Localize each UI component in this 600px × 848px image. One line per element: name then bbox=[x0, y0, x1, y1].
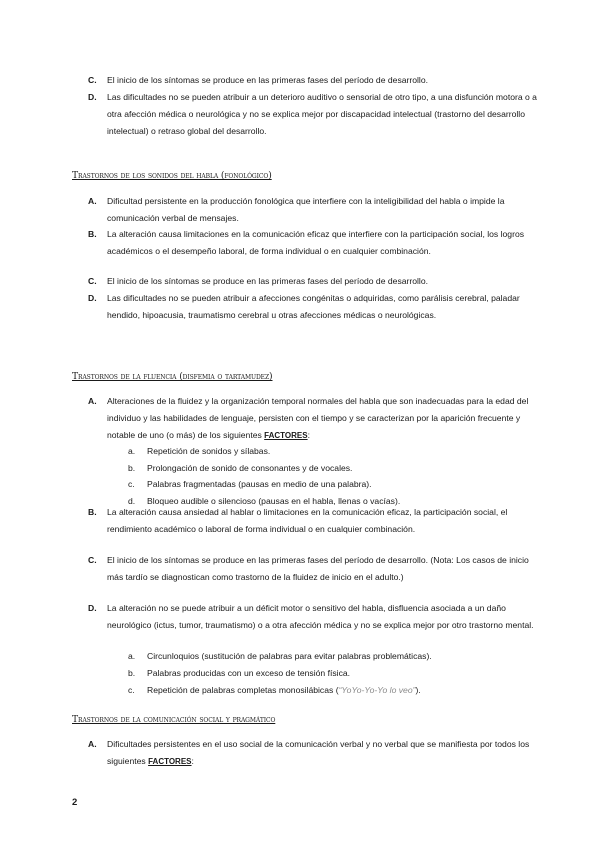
factores-keyword: FACTORES bbox=[148, 756, 192, 766]
sub-item-c bbox=[128, 682, 538, 699]
list-marker: B. bbox=[88, 229, 97, 239]
list-item-b bbox=[88, 504, 538, 538]
list-item-c bbox=[88, 552, 538, 586]
sub-item-a bbox=[128, 648, 538, 665]
list-item-text: El inicio de los síntomas se produce en las primeras fases del período de desarrollo. bbox=[107, 276, 429, 286]
sub-marker: b. bbox=[128, 668, 136, 678]
sub-item-text: Palabras producidas con un exceso de tensión física. bbox=[147, 668, 351, 678]
list-item-a bbox=[88, 193, 538, 227]
sub-item-a bbox=[128, 443, 538, 460]
list-marker: D. bbox=[88, 92, 97, 102]
list-marker: B. bbox=[88, 507, 97, 517]
list-marker: A. bbox=[88, 396, 97, 406]
list-marker: D. bbox=[88, 293, 97, 303]
sub-item-text: Circunloquios (sustitución de palabras para evitar palabras problemáticas). bbox=[147, 651, 432, 661]
sub-item-text: Repetición de palabras completas monosilábicas (“YoYo-Yo-Yo lo veo”). bbox=[147, 685, 421, 695]
sub-marker: d. bbox=[128, 496, 136, 506]
sub-item-b bbox=[128, 665, 538, 682]
section-heading-comunicacion-social: Trastornos de la comunicación social y pragmático bbox=[72, 714, 276, 725]
list-marker: C. bbox=[88, 276, 97, 286]
list-item-d bbox=[88, 290, 538, 324]
sub-item-text: Bloqueo audible o silencioso (pausas en el habla, llenas o vacías). bbox=[147, 496, 401, 506]
list-item-c bbox=[88, 72, 538, 89]
list-item-d bbox=[88, 89, 538, 139]
list-item-text: Dificultades persistentes en el uso social de la comunicación verbal y no verbal que se manifiesta por todos los siguientes FACTORES: bbox=[107, 739, 530, 766]
list-item-text: La alteración causa limitaciones en la comunicación eficaz que interfiere con la participación social, los logros académicos o el desempeño laboral, de forma individual o en cualquier combinación. bbox=[107, 229, 525, 256]
list-item-text: El inicio de los síntomas se produce en las primeras fases del período de desarrollo. bbox=[107, 75, 429, 85]
list-marker: C. bbox=[88, 75, 97, 85]
list-marker: C. bbox=[88, 555, 97, 565]
list-item-text: Las dificultades no se pueden atribuir a afecciones congénitas o adquiridas, como parálisis cerebral, paladar hendido, hipoacusia, traumatismo cerebral u otras afecciones médicas o neurológicas. bbox=[107, 293, 520, 320]
list-item-text: La alteración no se puede atribuir a un déficit motor o sensitivo del habla, disfluencia asociada a un daño neurológico (ictus, tumor, traumatismo) o a otra afección médica y no se explica mejor por otro trastorno mental. bbox=[107, 603, 534, 630]
list-item-text: La alteración causa ansiedad al hablar o limitaciones en la comunicación eficaz, la participación social, el rendimiento académico o laboral de forma individual o en cualquier combinación. bbox=[107, 507, 508, 534]
list-item-c bbox=[88, 273, 538, 290]
example-quote: “YoYo-Yo-Yo lo veo” bbox=[338, 685, 416, 695]
list-item-text: Alteraciones de la fluidez y la organización temporal normales del habla que son inadecuadas para la edad del individuo y las habilidades de lenguaje, persisten con el tiempo y se caracterizan por la aparición frecuente y notable de uno (o más) de los siguientes FACTORES: bbox=[107, 396, 529, 440]
page-number: 2 bbox=[72, 797, 78, 808]
section-heading-fluencia: Trastornos de la fluencia (disfemia o tartamudez) bbox=[72, 371, 273, 382]
sub-item-text: Prolongación de sonido de consonantes y de vocales. bbox=[147, 463, 353, 473]
sub-marker: b. bbox=[128, 463, 136, 473]
sub-marker: c. bbox=[128, 479, 135, 489]
sub-marker: a. bbox=[128, 651, 136, 661]
list-marker: A. bbox=[88, 739, 97, 749]
list-marker: A. bbox=[88, 196, 97, 206]
list-item-text: Dificultad persistente en la producción fonológica que interfiere con la inteligibilidad del habla o impide la comunicación verbal de mensajes. bbox=[107, 196, 505, 223]
list-item-d bbox=[88, 600, 538, 634]
sub-item-text: Repetición de sonidos y sílabas. bbox=[147, 446, 271, 456]
list-item-b bbox=[88, 226, 538, 260]
list-item-text: Las dificultades no se pueden atribuir a un deterioro auditivo o sensorial de otro tipo, a una disfunción motora o a otra afección médica o neurológica y no se explica mejor por discapacidad intelectual (trastorno del desarrollo intelectual) o retraso global del desarrollo. bbox=[107, 92, 537, 136]
list-marker: D. bbox=[88, 603, 97, 613]
list-item-text: El inicio de los síntomas se produce en las primeras fases del período de desarrollo. (Nota: Los casos de inicio más tardío se diagnostican como trastorno de la fluidez de inicio en el adulto.) bbox=[107, 555, 529, 582]
sub-item-c bbox=[128, 476, 538, 493]
factores-keyword: FACTORES bbox=[264, 430, 308, 440]
sub-marker: c. bbox=[128, 685, 135, 695]
list-item-a bbox=[88, 393, 538, 444]
section-heading-fonologico: Trastornos de los sonidos del habla (fonológico) bbox=[72, 170, 272, 181]
sub-item-b bbox=[128, 460, 538, 477]
sub-item-text: Palabras fragmentadas (pausas en medio de una palabra). bbox=[147, 479, 372, 489]
list-item-a bbox=[88, 736, 538, 771]
sub-marker: a. bbox=[128, 446, 136, 456]
